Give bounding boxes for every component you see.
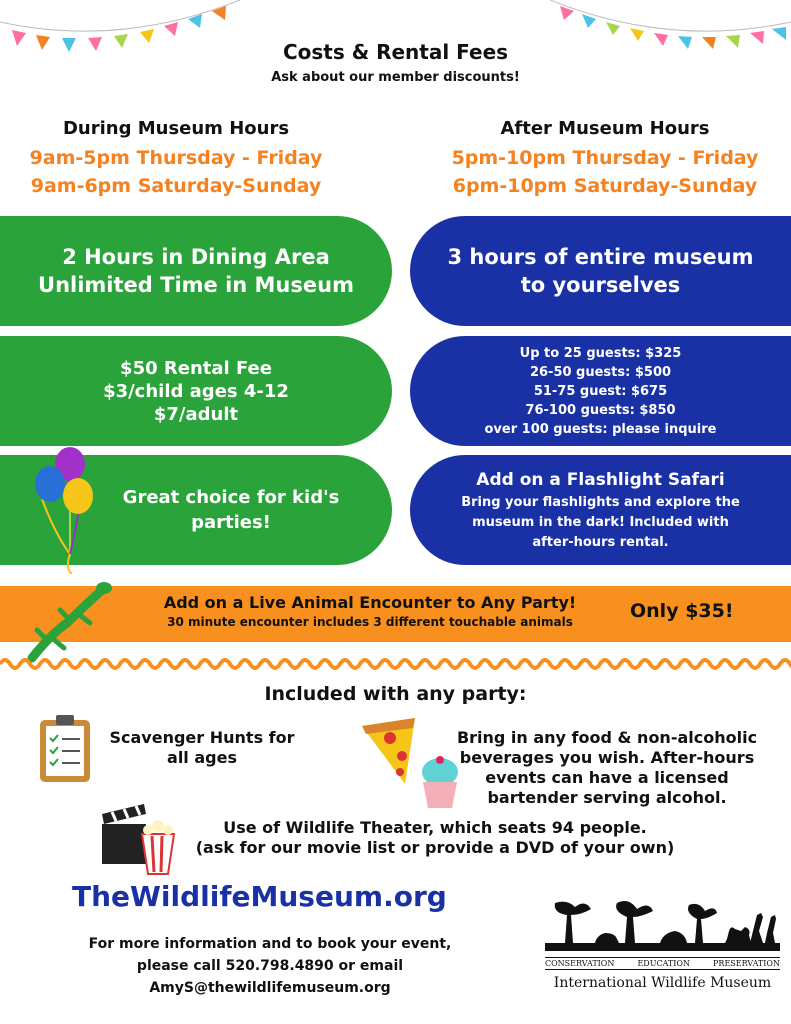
wildlife-silhouette-icon [545, 895, 780, 955]
wave-divider [0, 656, 791, 672]
logo-tags [545, 959, 780, 968]
after-pricing-box [410, 336, 791, 446]
during-hours-1: 9am-5pm Thursday - Friday [29, 147, 323, 169]
contact-line2: please call 520.798.4890 or email [136, 958, 404, 974]
during-box2-line1: $50 Rental Fee [120, 357, 272, 379]
after-hours-2: 6pm-10pm Saturday-Sunday [452, 175, 758, 197]
pricing-row: 26-50 guests: $500 [529, 364, 672, 380]
pricing-row: 76-100 guests: $850 [525, 402, 676, 418]
pizza-icon [360, 716, 420, 786]
during-box1-line2: Unlimited Time in Museum [38, 273, 354, 297]
scavenger-text [96, 728, 308, 768]
after-box1-line1: 3 hours of entire museum [447, 245, 754, 269]
food-line2: beverages you wish. After-hours [459, 748, 755, 767]
pricing-row: over 100 guests: please inquire [484, 421, 717, 437]
included-heading: Included with any party: [264, 683, 527, 705]
contact-email[interactable]: AmyS@thewildlifemuseum.org [149, 980, 391, 996]
food-line1: Bring in any food & non-alcoholic [456, 728, 758, 747]
food-line3: events can have a licensed [485, 768, 729, 787]
pricing-row: 51-75 guest: $675 [533, 383, 668, 399]
safari-line3: after-hours rental. [532, 535, 669, 550]
contact-info [60, 933, 480, 999]
museum-logo [545, 895, 780, 1005]
food-line4: bartender serving alcohol. [487, 788, 727, 807]
scavenger-line1: Scavenger Hunts for [109, 728, 295, 747]
balloons-icon [30, 444, 100, 574]
theater-line2: (ask for our movie list or provide a DVD of your own) [195, 838, 675, 857]
encounter-title: Add on a Live Animal Encounter to Any Party! [163, 593, 577, 612]
clipboard-icon [36, 712, 94, 784]
during-pricing-box [0, 336, 392, 446]
theater-line1: Use of Wildlife Theater, which seats 94 people. [223, 818, 647, 837]
after-time-box [410, 216, 791, 326]
during-box3-line2: parties! [191, 512, 271, 533]
during-time-box [0, 216, 392, 326]
wave-line [0, 660, 791, 668]
website-link[interactable]: TheWildlifeMuseum.org [72, 880, 447, 913]
during-box1-line1: 2 Hours in Dining Area [62, 245, 330, 269]
logo-tag-preservation: PRESERVATION [713, 959, 780, 968]
after-heading: After Museum Hours [500, 118, 710, 139]
theater-text [170, 818, 700, 858]
lizard-icon [22, 578, 122, 664]
movie-clapper-icon [98, 800, 178, 876]
during-box2-line2: $3/child ages 4-12 [103, 380, 289, 402]
during-heading: During Museum Hours [62, 118, 290, 139]
safari-title: Add on a Flashlight Safari [476, 470, 725, 490]
page-title: Costs & Rental Fees [282, 40, 509, 64]
encounter-subtitle: 30 minute encounter includes 3 different touchable animals [167, 615, 573, 629]
logo-name: International Wildlife Museum [553, 975, 772, 991]
pricing-row: Up to 25 guests: $325 [519, 345, 682, 361]
safari-line1: Bring your flashlights and explore the [461, 495, 740, 510]
safari-line2: museum in the dark! Included with [472, 515, 729, 530]
encounter-text [120, 592, 620, 630]
scavenger-line2: all ages [167, 748, 237, 767]
flashlight-safari-box [410, 455, 791, 565]
during-hours-2: 9am-6pm Saturday-Sunday [30, 175, 322, 197]
after-box1-line2: to yourselves [520, 273, 681, 297]
during-box3-line1: Great choice for kid's [122, 487, 340, 508]
contact-line1: For more information and to book your event, [88, 936, 452, 952]
logo-tag-education: EDUCATION [637, 959, 690, 968]
after-hours-1: 5pm-10pm Thursday - Friday [451, 147, 759, 169]
logo-tag-conservation: CONSERVATION [545, 959, 615, 968]
food-text [452, 728, 762, 808]
during-box2-line3: $7/adult [153, 403, 239, 425]
encounter-price: Only $35! [630, 600, 734, 622]
member-discount-note: Ask about our member discounts! [271, 70, 520, 85]
